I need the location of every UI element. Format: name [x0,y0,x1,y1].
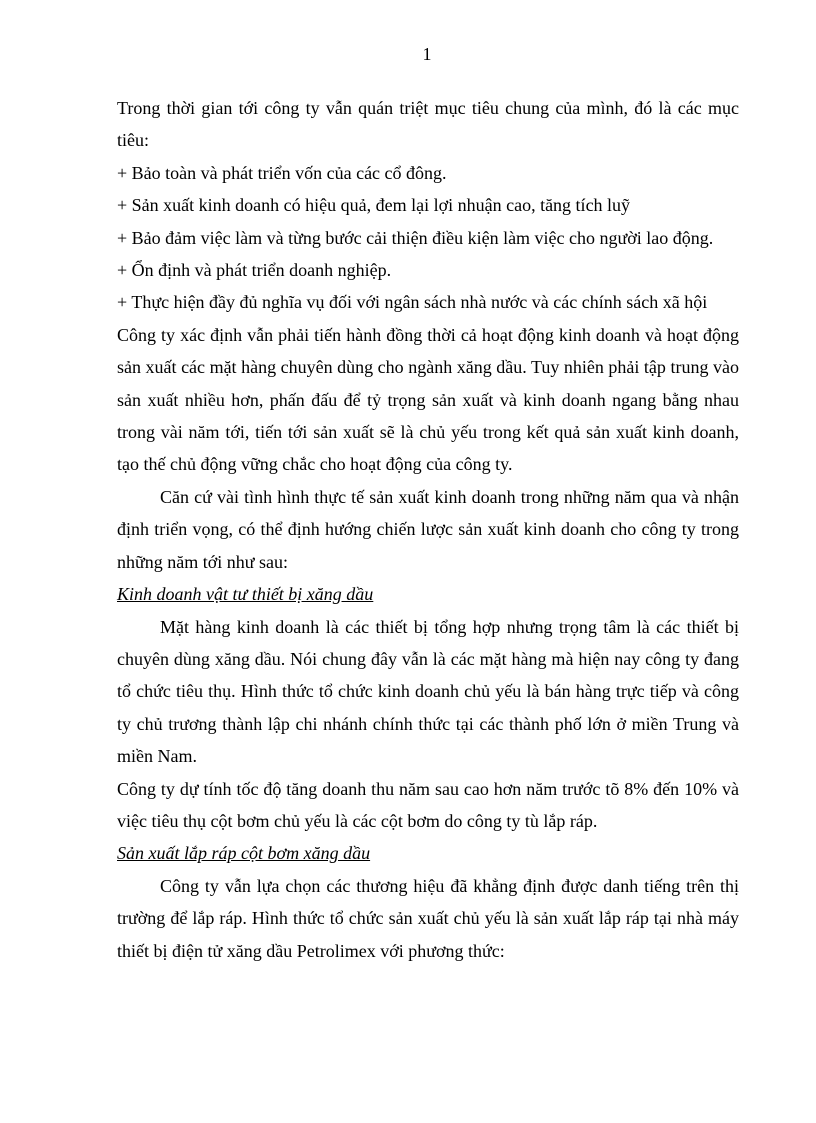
goal-item: + Thực hiện đầy đủ nghĩa vụ đối với ngân sách nhà nước và các chính sách xã hội [117,292,708,313]
assembly-paragraph: Công ty vẫn lựa chọn các thương hiệu đã khẳng định được danh tiếng trên thị trường để lắp ráp. Hình thức tổ chức sản xuất chủ yếu là sản xuất lắp ráp tại nhà máy thiết bị điện tử xăng dầu Petrolimex với phương thức: [117,875,739,961]
goal-item: + Bảo đảm việc làm và từng bước cải thiện điều kiện làm việc cho người lao động. [117,227,714,248]
goal-item: + Sản xuất kinh doanh có hiệu quả, đem lại lợi nhuận cao, tăng tích luỹ [117,195,631,216]
section-heading-assembly: Sản xuất lắp ráp cột bơm xăng dầu [117,843,371,864]
section-heading-trade: Kinh doanh vật tư thiết bị xăng dầu [117,584,374,605]
document-body [117,92,739,967]
forecast-paragraph: Công ty dự tính tốc độ tăng doanh thu năm sau cao hơn năm trước tõ 8% đến 10% và việc tiêu thụ cột bơm chủ yếu là các cột bơm do công ty tù lắp ráp. [117,778,739,831]
strategy-paragraph: Công ty xác định vẫn phải tiến hành đồng thời cả hoạt động kinh doanh và hoạt động sản xuất các mặt hàng chuyên dùng cho ngành xăng dầu. Tuy nhiên phải tập trung vào sản xuất nhiều hơn, phấn đấu để tỷ trọng sản xuất và kinh doanh ngang bằng nhau trong vài năm tới, tiến tới sản xuất sẽ là chủ yếu trong kết quả sản xuất kinh doanh, tạo thế chủ động vững chắc cho hoạt động của công ty. [117,324,739,475]
intro-paragraph: Trong thời gian tới công ty vẫn quán triệt mục tiêu chung của mình, đó là các mục tiêu: [117,98,739,151]
orientation-paragraph: Căn cứ vài tình hình thực tế sản xuất kinh doanh trong những năm qua và nhận định triển vọng, có thể định hướng chiến lược sản xuất kinh doanh cho công ty trong những năm tới như sau: [117,486,739,572]
goal-item: + Ổn định và phát triển doanh nghiệp. [117,260,392,281]
page-number: 1 [422,44,432,64]
goal-item: + Bảo toàn và phát triển vốn của các cổ đông. [117,162,447,183]
trade-paragraph: Mặt hàng kinh doanh là các thiết bị tổng hợp nhưng trọng tâm là các thiết bị chuyên dùng xăng dầu. Nói chung đây vẫn là các mặt hàng mà hiện nay công ty đang tổ chức tiêu thụ. Hình thức tổ chức kinh doanh chủ yếu là bán hàng trực tiếp và công ty chủ trương thành lập chi nhánh chính thức tại các thành phố lớn ở miền Trung và miền Nam. [117,616,739,767]
